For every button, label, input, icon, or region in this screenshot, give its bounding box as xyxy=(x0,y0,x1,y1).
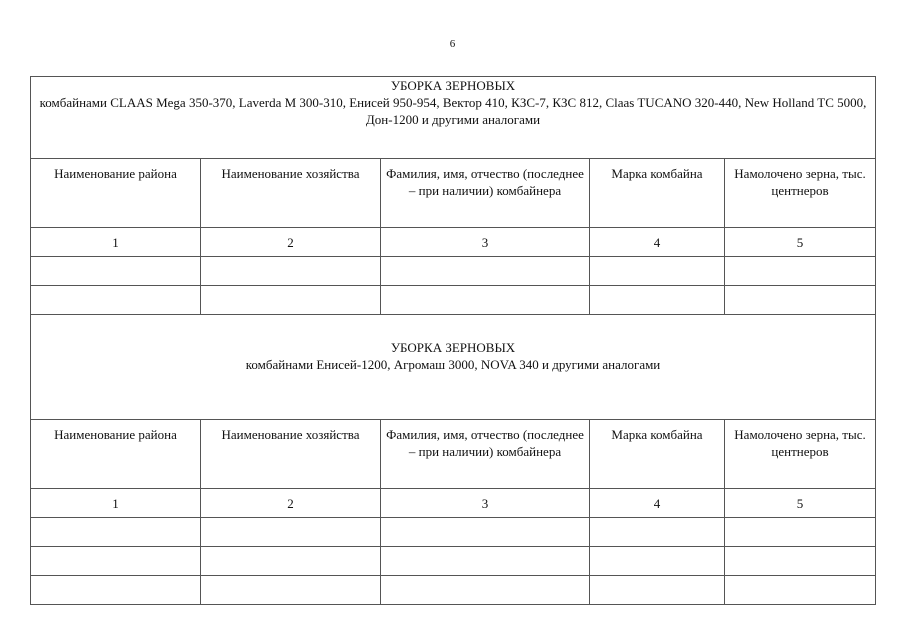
column-number: 1 xyxy=(31,489,201,518)
column-number: 2 xyxy=(201,228,381,257)
empty-cell[interactable] xyxy=(31,286,201,315)
column-header-combine-brand: Марка комбайна xyxy=(590,420,725,489)
page-number: 6 xyxy=(449,38,456,50)
empty-cell[interactable] xyxy=(590,547,725,576)
table-row xyxy=(31,576,876,605)
table-row xyxy=(31,547,876,576)
section-2-column-headers xyxy=(31,420,876,489)
empty-cell[interactable] xyxy=(590,257,725,286)
column-number: 4 xyxy=(590,228,725,257)
column-number: 1 xyxy=(31,228,201,257)
column-number: 3 xyxy=(381,489,590,518)
column-number: 3 xyxy=(381,228,590,257)
section-1-subtitle: комбайнами CLAAS Mega 350-370, Laverda M 300-310, Енисей 950-954, Вектор 410, КЗС-7, КЗС 812, Claas TUCANO 320-440, New Holland TC 5000, Дон-1200 и другими аналогами xyxy=(39,95,867,127)
section-2-subtitle: комбайнами Енисей-1200, Агромаш 3000, NOVA 340 и другими аналогами xyxy=(245,357,661,372)
empty-cell[interactable] xyxy=(31,576,201,605)
empty-cell[interactable] xyxy=(725,286,876,315)
empty-cell[interactable] xyxy=(381,518,590,547)
column-header-operator-name: Фамилия, имя, отчество (последнее – при наличии) комбайнера xyxy=(381,159,590,228)
section-1-header xyxy=(31,77,876,159)
empty-cell[interactable] xyxy=(725,257,876,286)
empty-cell[interactable] xyxy=(381,547,590,576)
empty-cell[interactable] xyxy=(725,576,876,605)
empty-cell[interactable] xyxy=(590,576,725,605)
empty-cell[interactable] xyxy=(725,518,876,547)
section-1-title: УБОРКА ЗЕРНОВЫХ xyxy=(390,78,516,93)
section-1-column-headers xyxy=(31,159,876,228)
column-header-grain-threshed: Намолочено зерна, тыс. центнеров xyxy=(725,420,876,489)
section-2-header xyxy=(31,315,876,420)
empty-cell[interactable] xyxy=(590,518,725,547)
column-header-operator-name: Фамилия, имя, отчество (последнее – при наличии) комбайнера xyxy=(381,420,590,489)
column-header-combine-brand: Марка комбайна xyxy=(590,159,725,228)
empty-cell[interactable] xyxy=(201,286,381,315)
column-number: 2 xyxy=(201,489,381,518)
empty-cell[interactable] xyxy=(590,286,725,315)
column-number: 5 xyxy=(725,228,876,257)
column-number: 5 xyxy=(725,489,876,518)
empty-cell[interactable] xyxy=(31,547,201,576)
column-header-farm: Наименование хозяйства xyxy=(201,159,381,228)
column-header-district: Наименование района xyxy=(31,420,201,489)
empty-cell[interactable] xyxy=(201,547,381,576)
empty-cell[interactable] xyxy=(725,547,876,576)
section-1-header-row xyxy=(31,77,876,159)
empty-cell[interactable] xyxy=(201,257,381,286)
column-header-farm: Наименование хозяйства xyxy=(201,420,381,489)
column-number: 4 xyxy=(590,489,725,518)
table-row xyxy=(31,257,876,286)
section-2-title: УБОРКА ЗЕРНОВЫХ xyxy=(390,340,516,355)
column-header-grain-threshed: Намолочено зерна, тыс. центнеров xyxy=(725,159,876,228)
empty-cell[interactable] xyxy=(31,518,201,547)
section-2-column-numbers xyxy=(31,489,876,518)
column-header-district: Наименование района xyxy=(31,159,201,228)
harvest-form-table xyxy=(30,76,876,605)
empty-cell[interactable] xyxy=(201,518,381,547)
empty-cell[interactable] xyxy=(381,576,590,605)
section-2-header-row xyxy=(31,315,876,420)
table-row xyxy=(31,286,876,315)
empty-cell[interactable] xyxy=(381,257,590,286)
empty-cell[interactable] xyxy=(201,576,381,605)
section-1-column-numbers xyxy=(31,228,876,257)
empty-cell[interactable] xyxy=(381,286,590,315)
empty-cell[interactable] xyxy=(31,257,201,286)
table-row xyxy=(31,518,876,547)
